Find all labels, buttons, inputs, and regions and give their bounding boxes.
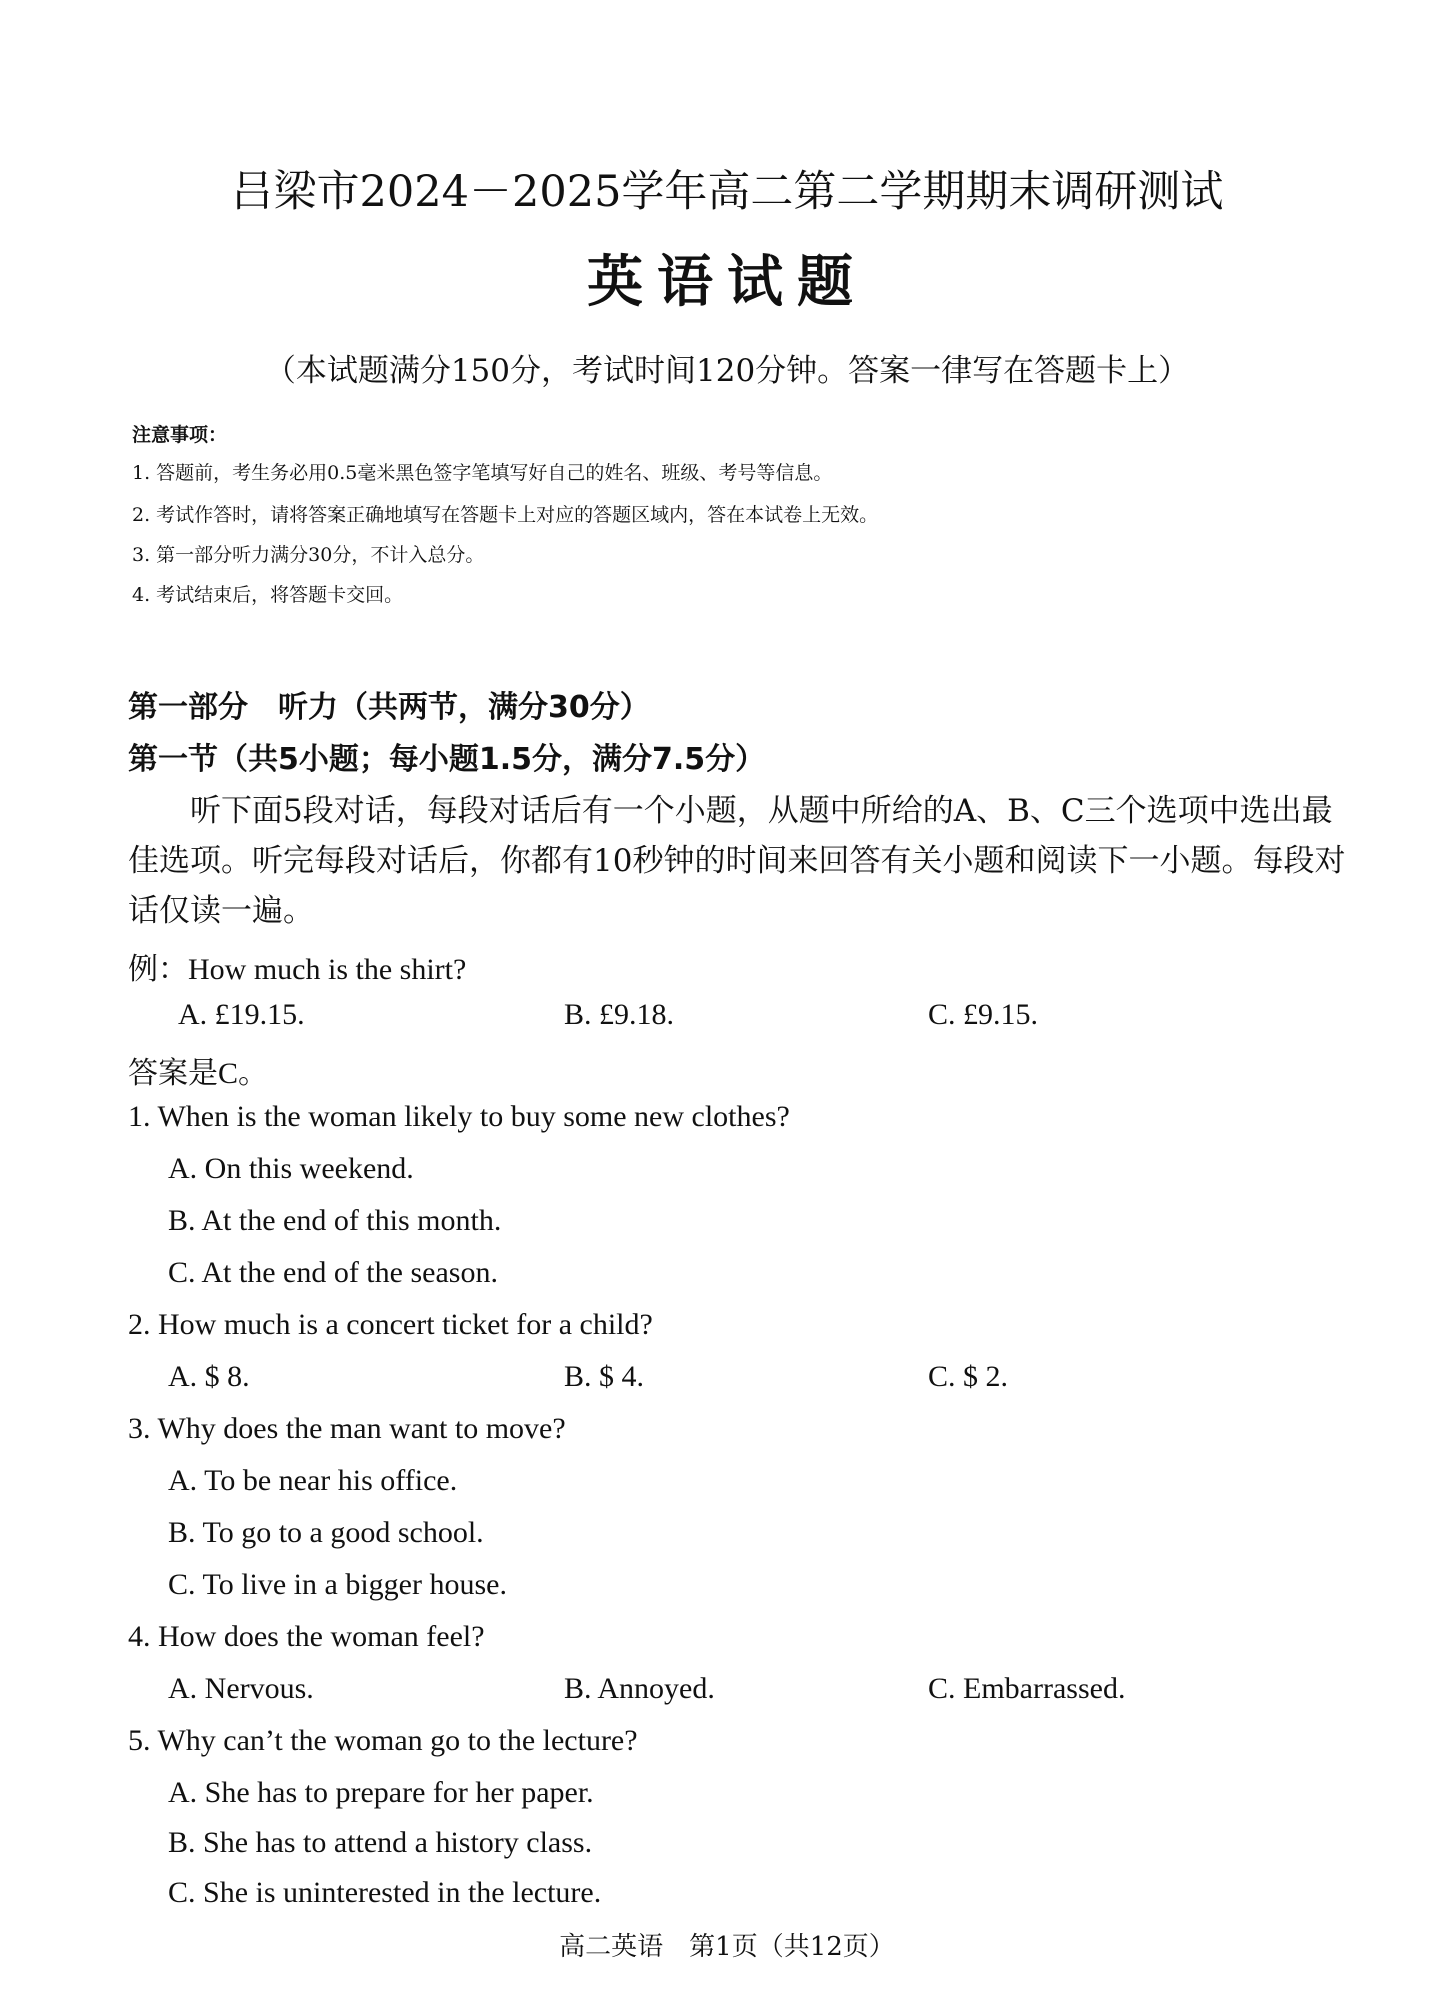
question-3-option-c: C. To live in a bigger house. — [168, 1568, 507, 1601]
example-question: 例：How much is the shirt? — [128, 953, 467, 986]
question-4-option-a: A. Nervous. — [168, 1672, 314, 1705]
question-5-option-c: C. She is uninterested in the lecture. — [168, 1876, 602, 1909]
example-option-b: B. £9.18. — [564, 998, 675, 1031]
notice-item: 3. 第一部分听力满分30分，不计入总分。 — [132, 544, 485, 566]
notice-item: 4. 考试结束后，将答题卡交回。 — [132, 584, 404, 606]
question-4-option-b: B. Annoyed. — [564, 1672, 715, 1705]
notice-title: 注意事项： — [132, 424, 228, 446]
page-footer: 高二英语 第1页（共12页） — [559, 1932, 895, 1962]
question-4-stem: 4. How does the woman feel? — [128, 1620, 485, 1653]
question-1-stem: 1. When is the woman likely to buy some new clothes? — [128, 1100, 790, 1133]
question-3-option-a: A. To be near his office. — [168, 1464, 458, 1497]
example-option-c: C. £9.15. — [928, 998, 1039, 1031]
question-1-option-a: A. On this weekend. — [168, 1152, 414, 1185]
example-answer: 答案是C。 — [128, 1057, 269, 1090]
question-2-option-a: A. $ 8. — [168, 1360, 250, 1393]
question-2-option-c: C. $ 2. — [928, 1360, 1009, 1393]
instructions — [128, 786, 1348, 936]
part1-title: 第一部分 听力（共两节，满分30分） — [128, 690, 650, 725]
question-1-option-c: C. At the end of the season. — [168, 1256, 498, 1289]
question-5-option-a: A. She has to prepare for her paper. — [168, 1776, 594, 1809]
example-option-a: A. £19.15. — [178, 998, 305, 1031]
question-4-option-c: C. Embarrassed. — [928, 1672, 1126, 1705]
question-2-stem: 2. How much is a concert ticket for a child? — [128, 1308, 653, 1341]
exam-note: （本试题满分150分，考试时间120分钟。答案一律写在答题卡上） — [264, 353, 1190, 389]
question-1-option-b: B. At the end of this month. — [168, 1204, 502, 1237]
notice-item: 2. 考试作答时，请将答案正确地填写在答题卡上对应的答题区域内，答在本试卷上无效。 — [132, 504, 879, 526]
notice-item: 1. 答题前，考生务必用0.5毫米黑色签字笔填写好自己的姓名、班级、考号等信息。 — [132, 462, 833, 484]
question-5-stem: 5. Why can’t the woman go to the lecture? — [128, 1724, 638, 1757]
question-3-option-b: B. To go to a good school. — [168, 1516, 484, 1549]
question-5-option-b: B. She has to attend a history class. — [168, 1826, 593, 1859]
instructions-text: 听下面5段对话，每段对话后有一个小题，从题中所给的A、B、C三个选项中选出最佳选项。听完每段对话后，你都有10秒钟的时间来回答有关小题和阅读下一小题。每段对话仅读一遍。 — [128, 793, 1346, 929]
question-2-option-b: B. $ 4. — [564, 1360, 645, 1393]
question-3-stem: 3. Why does the man want to move? — [128, 1412, 566, 1445]
subject-title: 英语试题 — [587, 250, 867, 315]
exam-title: 吕梁市2024－2025学年高二第二学期期末调研测试 — [230, 167, 1224, 217]
section1-title: 第一节（共5小题；每小题1.5分，满分7.5分） — [128, 742, 766, 777]
